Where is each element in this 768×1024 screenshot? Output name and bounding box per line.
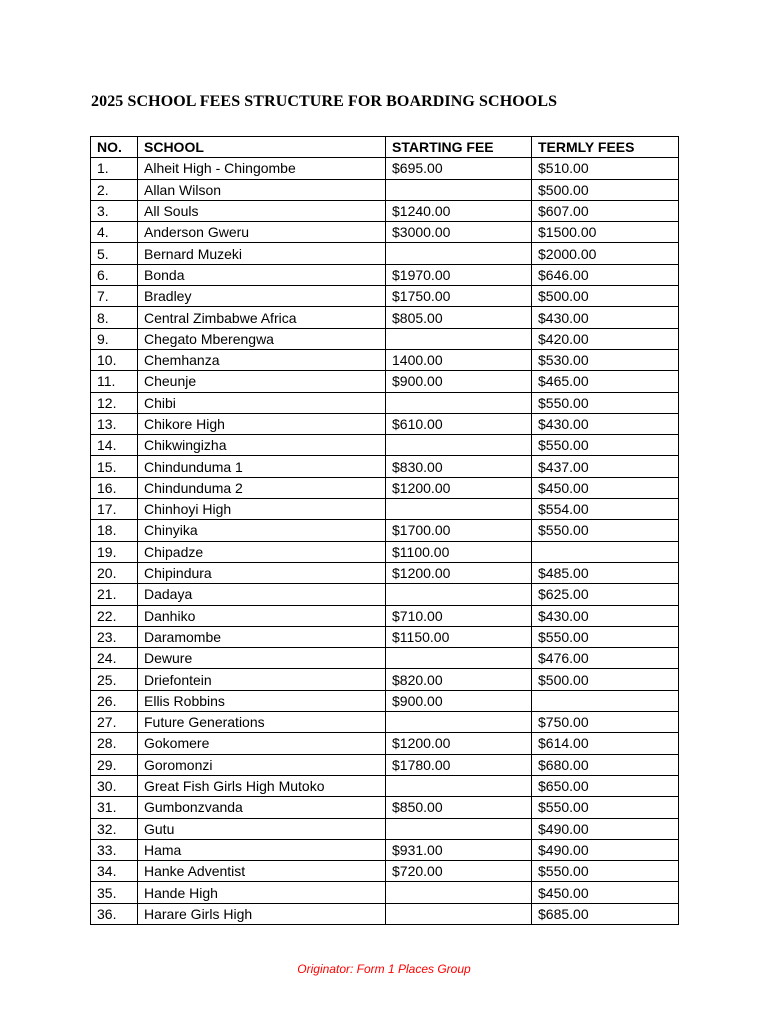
cell-no: 34. <box>91 861 138 882</box>
cell-starting-fee: $695.00 <box>386 158 532 179</box>
cell-termly-fees: $500.00 <box>532 286 679 307</box>
cell-no: 17. <box>91 499 138 520</box>
table-row <box>91 669 679 690</box>
cell-starting-fee: $1240.00 <box>386 200 532 221</box>
table-row <box>91 584 679 605</box>
cell-starting-fee <box>386 499 532 520</box>
cell-termly-fees: $490.00 <box>532 839 679 860</box>
cell-school: Future Generations <box>138 712 386 733</box>
cell-school: Chindunduma 1 <box>138 456 386 477</box>
header-school: SCHOOL <box>138 137 386 158</box>
cell-school: Gokomere <box>138 733 386 754</box>
table-row <box>91 158 679 179</box>
table-row <box>91 200 679 221</box>
cell-no: 22. <box>91 605 138 626</box>
cell-no: 33. <box>91 839 138 860</box>
footer-originator: Originator: Form 1 Places Group <box>297 962 471 976</box>
cell-termly-fees: $646.00 <box>532 264 679 285</box>
cell-termly-fees: $450.00 <box>532 477 679 498</box>
cell-termly-fees: $500.00 <box>532 179 679 200</box>
cell-no: 4. <box>91 222 138 243</box>
table-row <box>91 520 679 541</box>
cell-termly-fees <box>532 690 679 711</box>
cell-school: Ellis Robbins <box>138 690 386 711</box>
cell-school: Alheit High - Chingombe <box>138 158 386 179</box>
cell-school: Chipadze <box>138 541 386 562</box>
cell-termly-fees: $650.00 <box>532 775 679 796</box>
cell-school: Bradley <box>138 286 386 307</box>
table-row <box>91 797 679 818</box>
cell-school: Chinhoyi High <box>138 499 386 520</box>
cell-starting-fee <box>386 584 532 605</box>
table-row <box>91 754 679 775</box>
table-header-row <box>91 137 679 158</box>
cell-no: 3. <box>91 200 138 221</box>
cell-starting-fee <box>386 179 532 200</box>
cell-no: 14. <box>91 435 138 456</box>
cell-school: Allan Wilson <box>138 179 386 200</box>
header-starting-fee: STARTING FEE <box>386 137 532 158</box>
cell-school: Dewure <box>138 648 386 669</box>
cell-termly-fees: $485.00 <box>532 562 679 583</box>
cell-school: Bonda <box>138 264 386 285</box>
cell-termly-fees: $430.00 <box>532 605 679 626</box>
cell-starting-fee: 1400.00 <box>386 349 532 370</box>
cell-school: Chegato Mberengwa <box>138 328 386 349</box>
cell-starting-fee: $610.00 <box>386 413 532 434</box>
cell-school: Great Fish Girls High Mutoko <box>138 775 386 796</box>
cell-termly-fees: $607.00 <box>532 200 679 221</box>
table-row <box>91 499 679 520</box>
cell-no: 13. <box>91 413 138 434</box>
cell-termly-fees: $2000.00 <box>532 243 679 264</box>
cell-starting-fee: $720.00 <box>386 861 532 882</box>
table-row <box>91 243 679 264</box>
table-row <box>91 179 679 200</box>
table-row <box>91 477 679 498</box>
cell-termly-fees: $550.00 <box>532 435 679 456</box>
cell-starting-fee <box>386 712 532 733</box>
cell-starting-fee: $1100.00 <box>386 541 532 562</box>
table-row <box>91 712 679 733</box>
cell-no: 21. <box>91 584 138 605</box>
table-row <box>91 413 679 434</box>
table-row <box>91 264 679 285</box>
cell-termly-fees: $554.00 <box>532 499 679 520</box>
table-row <box>91 903 679 924</box>
cell-termly-fees: $437.00 <box>532 456 679 477</box>
cell-no: 27. <box>91 712 138 733</box>
cell-no: 29. <box>91 754 138 775</box>
cell-no: 31. <box>91 797 138 818</box>
cell-termly-fees: $1500.00 <box>532 222 679 243</box>
table-row <box>91 222 679 243</box>
cell-termly-fees: $490.00 <box>532 818 679 839</box>
cell-termly-fees: $550.00 <box>532 861 679 882</box>
table-row <box>91 818 679 839</box>
cell-school: Harare Girls High <box>138 903 386 924</box>
cell-starting-fee <box>386 903 532 924</box>
cell-school: Hanke Adventist <box>138 861 386 882</box>
fees-table <box>90 136 679 925</box>
cell-no: 16. <box>91 477 138 498</box>
cell-no: 25. <box>91 669 138 690</box>
cell-school: Chindunduma 2 <box>138 477 386 498</box>
cell-starting-fee: $931.00 <box>386 839 532 860</box>
cell-no: 35. <box>91 882 138 903</box>
cell-termly-fees: $685.00 <box>532 903 679 924</box>
cell-no: 30. <box>91 775 138 796</box>
cell-school: Central Zimbabwe Africa <box>138 307 386 328</box>
cell-termly-fees: $750.00 <box>532 712 679 733</box>
cell-starting-fee <box>386 392 532 413</box>
cell-termly-fees: $625.00 <box>532 584 679 605</box>
table-row <box>91 286 679 307</box>
cell-starting-fee <box>386 243 532 264</box>
cell-starting-fee <box>386 648 532 669</box>
cell-starting-fee <box>386 435 532 456</box>
cell-termly-fees: $550.00 <box>532 797 679 818</box>
cell-starting-fee <box>386 328 532 349</box>
table-row <box>91 733 679 754</box>
cell-school: All Souls <box>138 200 386 221</box>
cell-school: Hande High <box>138 882 386 903</box>
cell-termly-fees: $550.00 <box>532 392 679 413</box>
cell-no: 5. <box>91 243 138 264</box>
table-row <box>91 605 679 626</box>
cell-starting-fee: $900.00 <box>386 371 532 392</box>
cell-starting-fee: $3000.00 <box>386 222 532 243</box>
table-row <box>91 349 679 370</box>
cell-termly-fees: $530.00 <box>532 349 679 370</box>
cell-starting-fee <box>386 882 532 903</box>
cell-no: 7. <box>91 286 138 307</box>
cell-school: Anderson Gweru <box>138 222 386 243</box>
table-row <box>91 392 679 413</box>
cell-starting-fee: $710.00 <box>386 605 532 626</box>
cell-starting-fee: $1970.00 <box>386 264 532 285</box>
cell-school: Chinyika <box>138 520 386 541</box>
cell-termly-fees: $476.00 <box>532 648 679 669</box>
cell-no: 11. <box>91 371 138 392</box>
cell-starting-fee <box>386 818 532 839</box>
cell-school: Chipindura <box>138 562 386 583</box>
cell-school: Daramombe <box>138 626 386 647</box>
cell-no: 36. <box>91 903 138 924</box>
cell-no: 20. <box>91 562 138 583</box>
cell-starting-fee: $1700.00 <box>386 520 532 541</box>
table-row <box>91 839 679 860</box>
cell-no: 10. <box>91 349 138 370</box>
cell-starting-fee: $850.00 <box>386 797 532 818</box>
cell-school: Danhiko <box>138 605 386 626</box>
cell-termly-fees: $430.00 <box>532 413 679 434</box>
cell-no: 19. <box>91 541 138 562</box>
cell-termly-fees: $680.00 <box>532 754 679 775</box>
cell-termly-fees: $614.00 <box>532 733 679 754</box>
cell-starting-fee: $820.00 <box>386 669 532 690</box>
cell-school: Driefontein <box>138 669 386 690</box>
cell-school: Goromonzi <box>138 754 386 775</box>
cell-school: Gumbonzvanda <box>138 797 386 818</box>
cell-termly-fees: $465.00 <box>532 371 679 392</box>
cell-no: 12. <box>91 392 138 413</box>
cell-starting-fee: $1780.00 <box>386 754 532 775</box>
cell-school: Chibi <box>138 392 386 413</box>
table-row <box>91 371 679 392</box>
cell-no: 32. <box>91 818 138 839</box>
page-title: 2025 SCHOOL FEES STRUCTURE FOR BOARDING SCHOOLS <box>91 93 558 110</box>
table-body <box>91 158 679 925</box>
table-row <box>91 541 679 562</box>
cell-no: 1. <box>91 158 138 179</box>
cell-school: Hama <box>138 839 386 860</box>
cell-termly-fees: $450.00 <box>532 882 679 903</box>
cell-starting-fee: $1200.00 <box>386 733 532 754</box>
cell-no: 28. <box>91 733 138 754</box>
header-no: NO. <box>91 137 138 158</box>
cell-starting-fee: $1200.00 <box>386 562 532 583</box>
cell-termly-fees: $550.00 <box>532 626 679 647</box>
cell-school: Cheunje <box>138 371 386 392</box>
cell-no: 24. <box>91 648 138 669</box>
cell-starting-fee: $1750.00 <box>386 286 532 307</box>
cell-termly-fees: $500.00 <box>532 669 679 690</box>
table-row <box>91 648 679 669</box>
table-row <box>91 861 679 882</box>
table-row <box>91 456 679 477</box>
header-termly-fees: TERMLY FEES <box>532 137 679 158</box>
cell-no: 15. <box>91 456 138 477</box>
cell-no: 9. <box>91 328 138 349</box>
cell-school: Bernard Muzeki <box>138 243 386 264</box>
table-row <box>91 690 679 711</box>
table-row <box>91 626 679 647</box>
cell-no: 26. <box>91 690 138 711</box>
table-row <box>91 882 679 903</box>
table-row <box>91 775 679 796</box>
cell-school: Chikore High <box>138 413 386 434</box>
cell-termly-fees: $550.00 <box>532 520 679 541</box>
cell-no: 23. <box>91 626 138 647</box>
cell-termly-fees: $420.00 <box>532 328 679 349</box>
cell-starting-fee: $830.00 <box>386 456 532 477</box>
table-row <box>91 328 679 349</box>
cell-starting-fee: $900.00 <box>386 690 532 711</box>
cell-starting-fee: $805.00 <box>386 307 532 328</box>
cell-school: Dadaya <box>138 584 386 605</box>
cell-starting-fee <box>386 775 532 796</box>
cell-termly-fees: $430.00 <box>532 307 679 328</box>
cell-termly-fees <box>532 541 679 562</box>
table-row <box>91 562 679 583</box>
cell-termly-fees: $510.00 <box>532 158 679 179</box>
cell-school: Gutu <box>138 818 386 839</box>
cell-starting-fee: $1150.00 <box>386 626 532 647</box>
cell-no: 2. <box>91 179 138 200</box>
cell-no: 18. <box>91 520 138 541</box>
cell-school: Chemhanza <box>138 349 386 370</box>
cell-school: Chikwingizha <box>138 435 386 456</box>
cell-starting-fee: $1200.00 <box>386 477 532 498</box>
cell-no: 6. <box>91 264 138 285</box>
table-row <box>91 307 679 328</box>
table-row <box>91 435 679 456</box>
cell-no: 8. <box>91 307 138 328</box>
